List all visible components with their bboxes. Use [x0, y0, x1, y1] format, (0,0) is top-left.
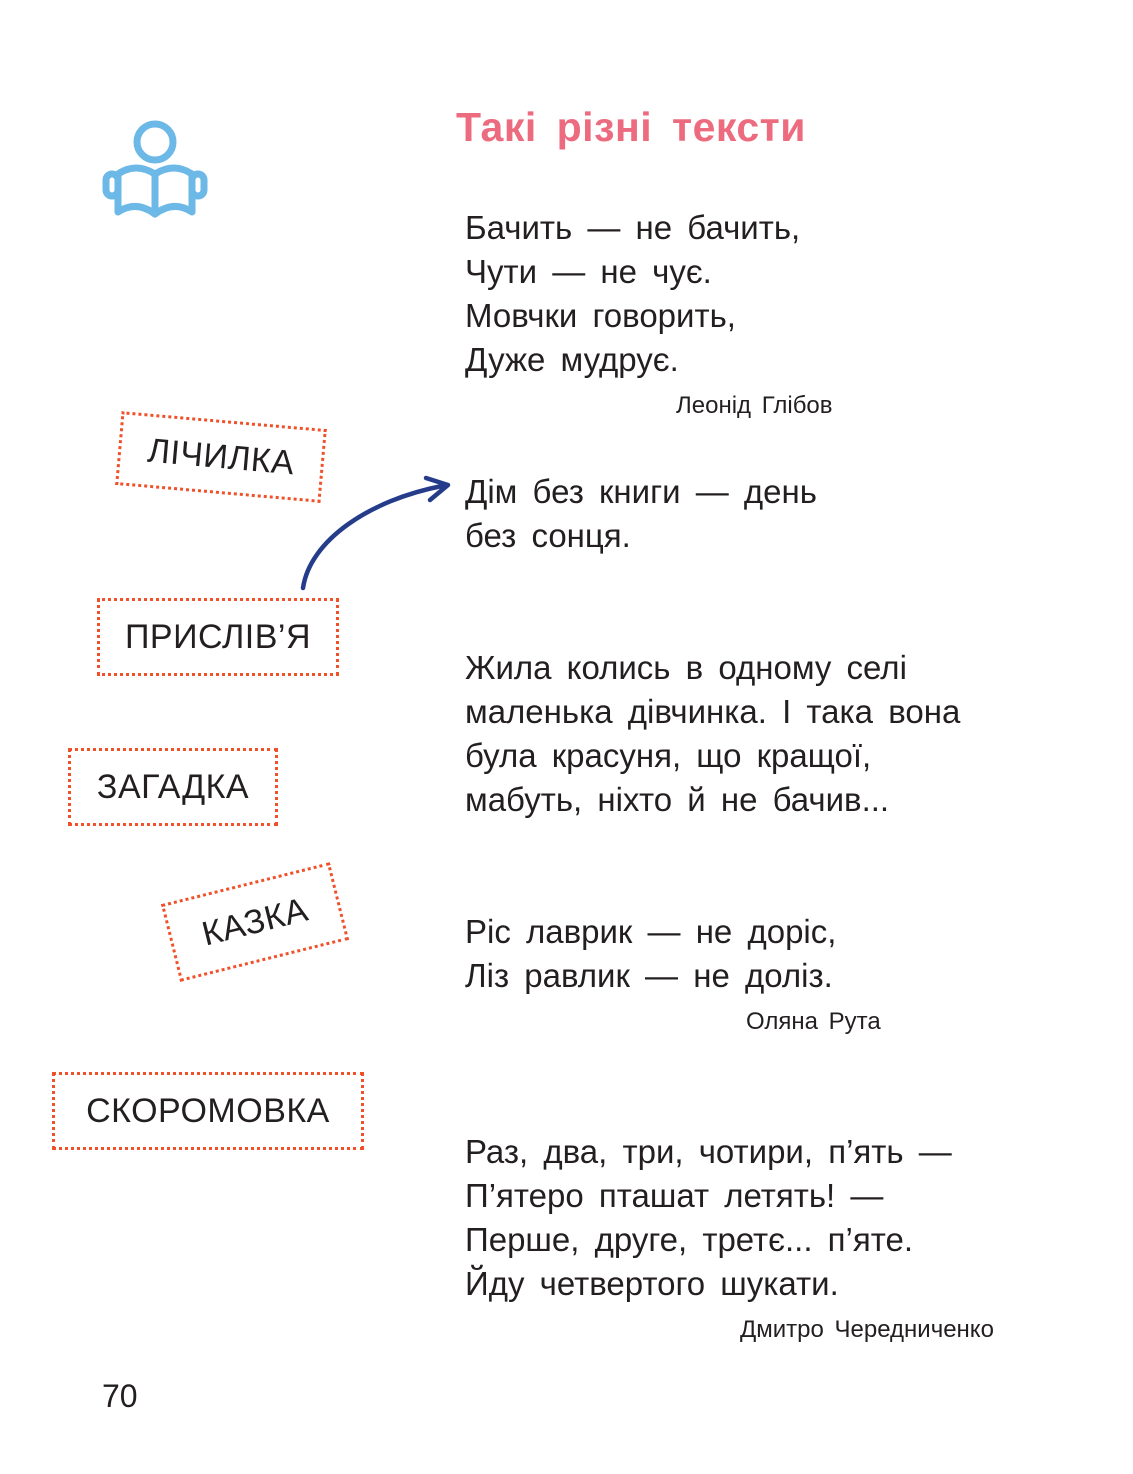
label-zahadka: ЗАГАДКА	[68, 748, 278, 826]
page-title: Такі різні тексти	[456, 104, 806, 150]
text-zahadka	[465, 1130, 952, 1306]
label-skoromovka: СКОРОМОВКА	[52, 1072, 364, 1150]
page-number: 70	[102, 1378, 138, 1414]
label-kazka: КАЗКА	[161, 862, 349, 982]
text-line: Жила колись в одному селі	[465, 649, 907, 686]
text-line: мабуть, ніхто й не бачив...	[465, 781, 890, 818]
text-line: Бачить — не бачить,	[465, 209, 801, 246]
author-ruta: Оляна Рута	[746, 1008, 881, 1035]
text-line: Ліз равлик — не доліз.	[465, 957, 833, 994]
text-line: без сонця.	[465, 517, 631, 554]
text-line: маленька дівчинка. І така вона	[465, 693, 961, 730]
text-line: Чути — не чує.	[465, 253, 712, 290]
label-pryslivia: ПРИСЛІВ’Я	[97, 598, 339, 676]
text-pryslivia	[465, 470, 817, 558]
arrow-pryslivia-to-text	[280, 470, 460, 600]
text-line: Раз, два, три, чотири, п’ять —	[465, 1133, 952, 1170]
text-line: Ріс лаврик — не доріс,	[465, 913, 837, 950]
text-line: Перше, друге, третє... п’яте.	[465, 1221, 914, 1258]
text-line: Мовчки говорить,	[465, 297, 736, 334]
text-line: Йду четвертого шукати.	[465, 1265, 839, 1302]
text-line: П’ятеро пташат летять! —	[465, 1177, 884, 1214]
label-lichylka: ЛІЧИЛКА	[115, 411, 327, 503]
text-skoromovka	[465, 910, 836, 998]
author-cherednychenko: Дмитро Чередниченко	[740, 1316, 994, 1343]
text-line: Дуже мудрує.	[465, 341, 679, 378]
text-line: Дім без книги — день	[465, 473, 817, 510]
author-glibov: Леонід Глібов	[676, 392, 833, 419]
text-line: була красуня, що кращої,	[465, 737, 872, 774]
reader-icon	[100, 118, 210, 224]
text-lichylka	[465, 206, 800, 382]
text-kazka	[465, 646, 960, 822]
